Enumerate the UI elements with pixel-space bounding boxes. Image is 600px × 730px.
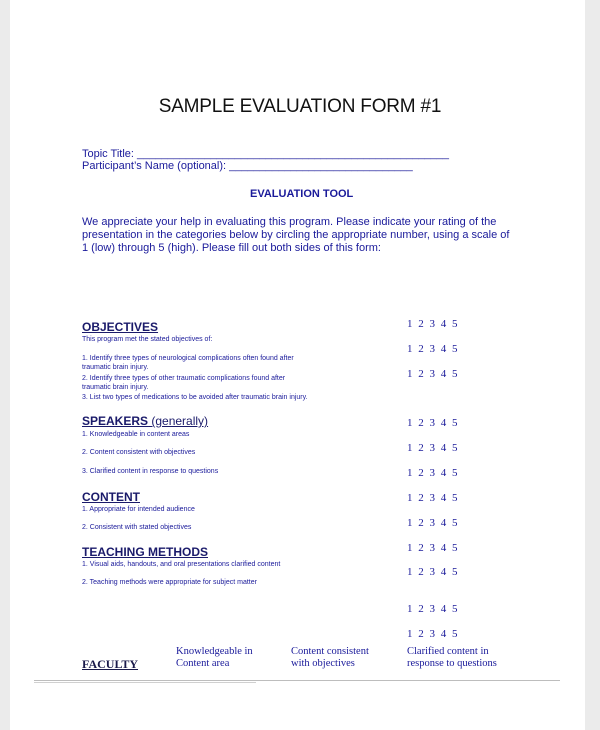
objectives-intro: This program met the stated objectives of: xyxy=(82,336,213,343)
faculty-col1-line1: Knowledgeable in xyxy=(176,646,253,657)
faculty-heading: FACULTY xyxy=(82,657,139,671)
faculty-column-consistent xyxy=(291,646,369,670)
participant-name-label: Participant’s Name (optional): xyxy=(82,160,230,172)
speaker-item-3: 3. Clarified content in response to questions xyxy=(82,468,219,475)
faculty-col1-line2: Content area xyxy=(176,658,230,669)
rating-objective-2[interactable]: 1 2 3 4 5 xyxy=(407,343,459,355)
rating-objective-3[interactable]: 1 2 3 4 5 xyxy=(407,368,459,380)
objective-item-3: 3. List two types of medications to be avoided after traumatic brain injury. xyxy=(82,394,308,401)
topic-title-label: Topic Title: xyxy=(82,148,138,160)
rating-teaching-1[interactable]: 1 2 3 4 5 xyxy=(407,542,459,554)
faculty-col2-line1: Content consistent xyxy=(291,646,369,657)
participant-name-field[interactable] xyxy=(82,160,413,172)
objective-item-2b: traumatic brain injury. xyxy=(82,384,149,391)
teaching-item-2: 2. Teaching methods were appropriate for subject matter xyxy=(82,579,257,586)
intro-paragraph: We appreciate your help in evaluating this program. Please indicate your rating of the presentation in the categories below by circling the appropriate number, using a scale of 1 (low) through 5 (high). Please fill out both sides of this form: xyxy=(82,216,510,254)
page-bottom-rule xyxy=(34,680,560,681)
faculty-col2-line2: with objectives xyxy=(291,658,355,669)
content-item-1: 1. Appropriate for intended audience xyxy=(82,506,195,513)
topic-title-field[interactable] xyxy=(82,148,449,160)
content-heading: CONTENT xyxy=(82,490,140,504)
speaker-item-2: 2. Content consistent with objectives xyxy=(82,449,196,456)
content-item-2: 2. Consistent with stated objectives xyxy=(82,524,192,531)
rating-content-2[interactable]: 1 2 3 4 5 xyxy=(407,517,459,529)
faculty-column-knowledgeable xyxy=(176,646,253,670)
rating-teaching-2[interactable]: 1 2 3 4 5 xyxy=(407,566,459,578)
faculty-col3-line1: Clarified content in xyxy=(407,646,489,657)
teaching-item-1: 1. Visual aids, handouts, and oral presentations clarified content xyxy=(82,561,281,568)
rating-speaker-2[interactable]: 1 2 3 4 5 xyxy=(407,442,459,454)
rating-speaker-3[interactable]: 1 2 3 4 5 xyxy=(407,467,459,479)
rating-content-1[interactable]: 1 2 3 4 5 xyxy=(407,492,459,504)
speakers-heading-text: SPEAKERS xyxy=(82,414,149,428)
objective-item-1a: 1. Identify three types of neurological complications often found after xyxy=(82,355,294,362)
participant-name-line[interactable]: ______________________________ xyxy=(229,160,413,172)
evaluation-tool-heading: EVALUATION TOOL xyxy=(250,188,354,200)
rating-faculty-2[interactable]: 1 2 3 4 5 xyxy=(407,628,459,640)
objective-item-2a: 2. Identify three types of other traumatic complications found after xyxy=(82,375,286,382)
objectives-heading: OBJECTIVES xyxy=(82,320,159,334)
faculty-column-clarified xyxy=(407,646,497,670)
speaker-item-1: 1. Knowledgeable in content areas xyxy=(82,431,190,438)
page-title: SAMPLE EVALUATION FORM #1 xyxy=(158,96,442,117)
speakers-heading xyxy=(82,414,208,428)
speakers-heading-note: (generally) xyxy=(148,414,209,428)
page-bottom-rule-short xyxy=(34,682,256,683)
rating-speaker-1[interactable]: 1 2 3 4 5 xyxy=(407,417,459,429)
rating-objective-1[interactable]: 1 2 3 4 5 xyxy=(407,318,459,330)
objective-item-1b: traumatic brain injury. xyxy=(82,364,149,371)
topic-title-line[interactable]: ___________________________________________________ xyxy=(137,148,450,160)
rating-faculty-1[interactable]: 1 2 3 4 5 xyxy=(407,603,459,615)
teaching-methods-heading: TEACHING METHODS xyxy=(82,545,208,559)
faculty-col3-line2: response to questions xyxy=(407,658,497,669)
